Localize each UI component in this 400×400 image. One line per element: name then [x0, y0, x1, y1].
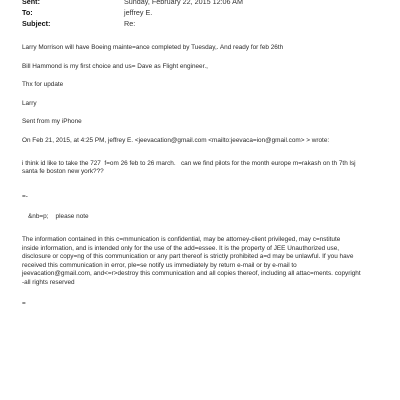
body-line-quote-header: On Feb 21, 2015, at 4:25 PM, jeffrey E. <jeevacation@gmail.com <mailto:jeevaca=ion@gmail.com> > wrote:	[22, 136, 330, 144]
disclaimer-line-6: -all rights reserved	[22, 278, 75, 286]
email-body	[22, 44, 382, 308]
body-line-maintenance: Larry Morrison will have Boeing mainte=ance completed by Tuesday,. And ready for feb 26th	[22, 44, 284, 51]
subject-value: Re:	[124, 19, 136, 28]
body-line-trailing-equals: =	[22, 299, 26, 307]
sent-row	[22, 0, 392, 7]
disclaimer-line-1: The information contained in this c=mmunication is confidential, may be attorney-client privileged, may c=nstitute	[22, 235, 341, 243]
disclaimer-line-5: jeevacation@gmail.com, and<=r>destroy this communication and all copies thereof, including all attac=ments. copyright	[22, 270, 361, 278]
to-row	[22, 7, 392, 18]
body-line-separator: =-	[22, 192, 28, 200]
subject-row	[22, 18, 392, 29]
subject-label: Subject:	[22, 19, 51, 28]
disclaimer-line-3: disclosure or copy=ng of this communication or any part thereof is strictly prohibited a=d may be unlawful. If you have	[22, 253, 354, 261]
body-line-crew: Bill Hammond is my first choice and us= Dave as Flight engineer.,	[22, 62, 208, 70]
disclaimer-line-4: received this communication in error, ple=se notify us immediately by return e-mail or by e-mail to	[22, 261, 297, 269]
body-line-signature: Larry	[22, 99, 37, 107]
sent-label: Sent:	[22, 0, 40, 6]
sent-value: Sunday, February 22, 2015 12:06 AM	[124, 0, 243, 6]
email-header	[22, 0, 392, 29]
body-line-request-1: i think id like to take the 727 f=om 26 feb to 26 march. can we find pilots for the month europe m=rakash on th 7th lsj	[22, 159, 356, 167]
body-line-please-note: &nb=p; please note	[28, 213, 89, 221]
body-line-sent-from: Sent from my iPhone	[22, 118, 82, 126]
body-line-thanks: Thx for update	[22, 81, 64, 89]
to-label: To:	[22, 8, 33, 17]
disclaimer-line-2: inside information, and is intended only for the use of the add=essee. It is the property of JEE Unauthorized use,	[22, 244, 340, 252]
to-value: jeffrey E.	[124, 8, 153, 17]
body-line-request-2: santa fe boston new york???	[22, 168, 104, 176]
